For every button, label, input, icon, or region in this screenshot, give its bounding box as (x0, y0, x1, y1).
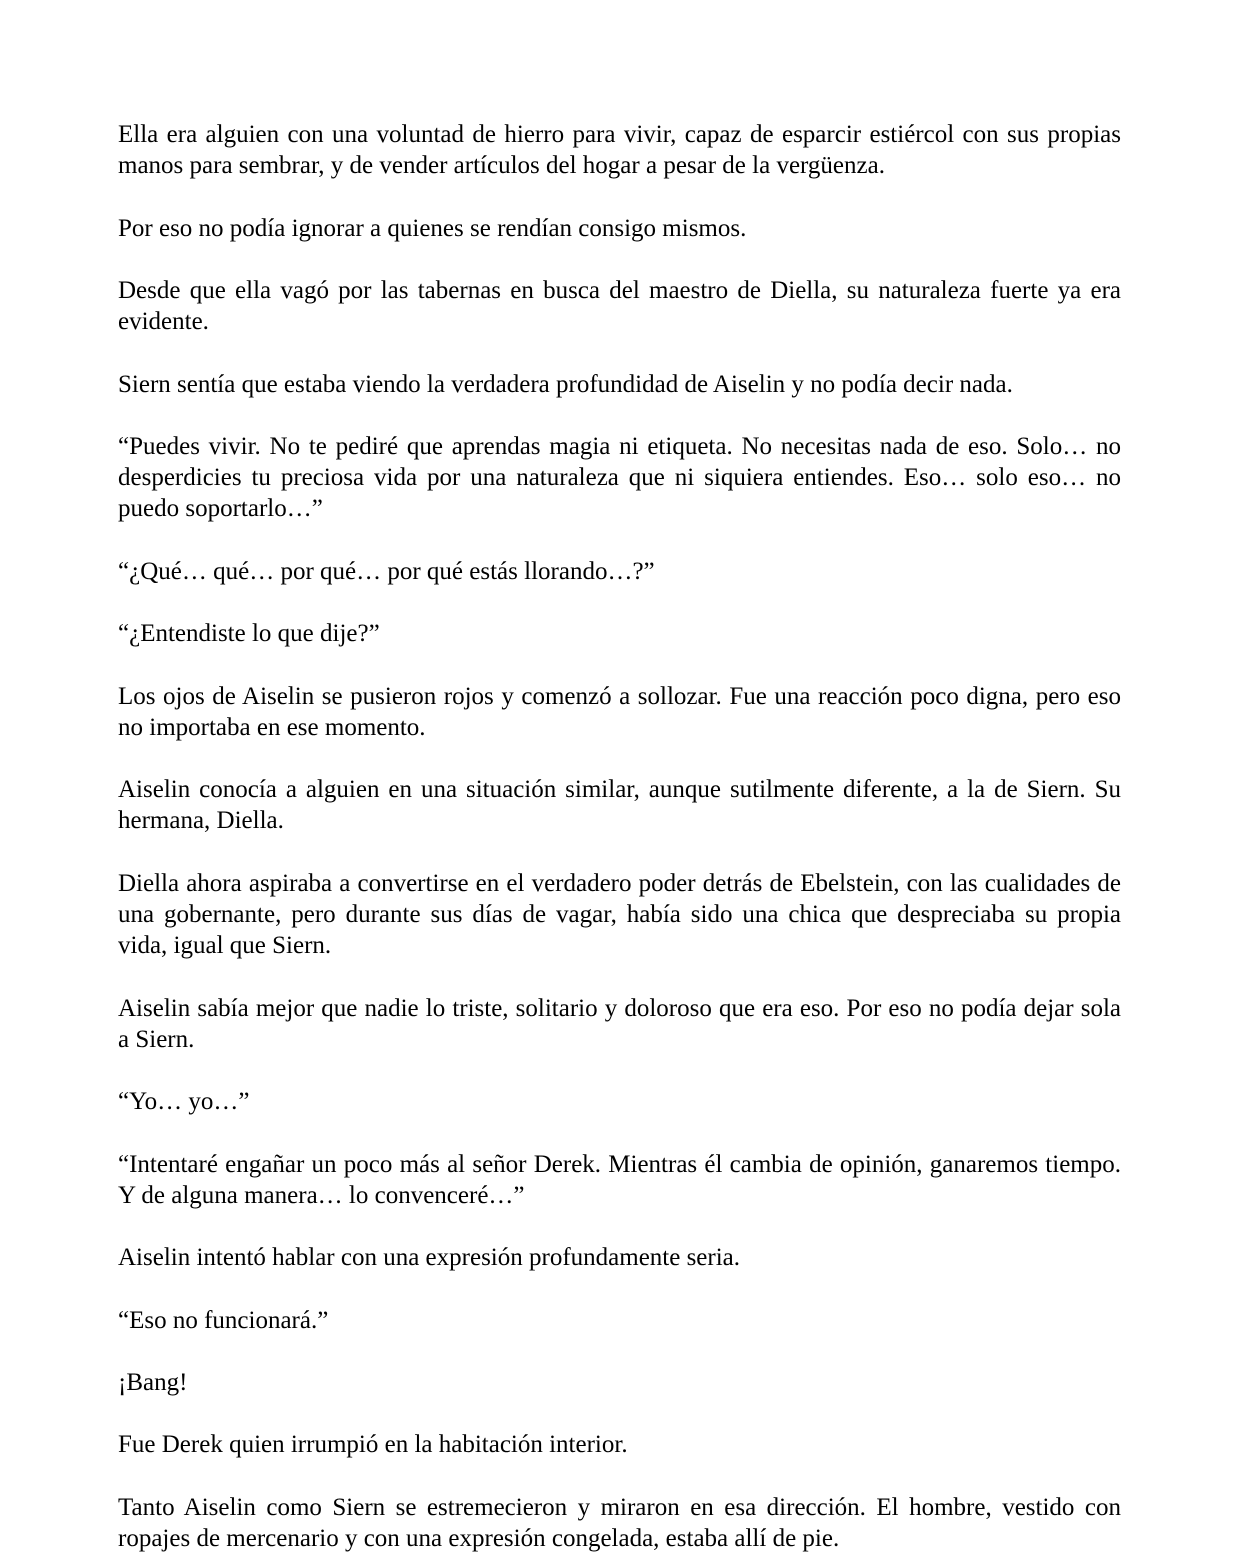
paragraph: “Intentaré engañar un poco más al señor Derek. Mientras él cambia de opinión, ganaremos tiempo. Y de alguna manera… lo convenceré…” (118, 1150, 1121, 1209)
paragraph: “Yo… yo…” (118, 1088, 250, 1116)
paragraph: Diella ahora aspiraba a convertirse en el verdadero poder detrás de Ebelstein, con las cualidades de una gobernante, pero durante sus días de vagar, había sido una chica que despreciaba su propia vida, igual que Siern. (118, 869, 1121, 960)
paragraph: Siern sentía que estaba viendo la verdadera profundidad de Aiselin y no podía decir nada. (118, 370, 1013, 398)
paragraph: Ella era alguien con una voluntad de hierro para vivir, capaz de esparcir estiércol con sus propias manos para sembrar, y de vender artículos del hogar a pesar de la vergüenza. (118, 121, 1121, 180)
paragraph: Desde que ella vagó por las tabernas en busca del maestro de Diella, su naturaleza fuerte ya era evidente. (118, 276, 1121, 336)
paragraph: Fue Derek quien irrumpió en la habitación interior. (118, 1431, 628, 1459)
paragraph: Los ojos de Aiselin se pusieron rojos y comenzó a sollozar. Fue una reacción poco digna, pero eso no importaba en ese momento. (118, 682, 1121, 741)
paragraph: “Puedes vivir. No te pediré que aprendas magia ni etiqueta. No necesitas nada de eso. Solo… no desperdicies tu preciosa vida por una naturaleza que ni siquiera entiendes. Eso… solo eso… no puedo soportarlo…” (118, 432, 1121, 523)
paragraph: “Eso no funcionará.” (118, 1306, 329, 1334)
paragraph: Por eso no podía ignorar a quienes se rendían consigo mismos. (118, 214, 747, 242)
paragraph: ¡Bang! (118, 1368, 188, 1396)
paragraph: Aiselin sabía mejor que nadie lo triste, solitario y doloroso que era eso. Por eso no podía dejar sola a Siern. (118, 994, 1121, 1053)
paragraph: Aiselin conocía a alguien en una situación similar, aunque sutilmente diferente, a la de Siern. Su hermana, Diella. (118, 776, 1121, 835)
paragraph: “¿Entendiste lo que dije?” (118, 620, 380, 648)
paragraph: Tanto Aiselin como Siern se estremecieron y miraron en esa dirección. El hombre, vestido con ropajes de mercenario y con una expresión congelada, estaba allí de pie. (118, 1493, 1121, 1552)
paragraph: “¿Qué… qué… por qué… por qué estás llorando…?” (118, 557, 655, 585)
paragraph: Aiselin intentó hablar con una expresión profundamente seria. (118, 1244, 741, 1272)
document-page (118, 119, 1121, 1554)
